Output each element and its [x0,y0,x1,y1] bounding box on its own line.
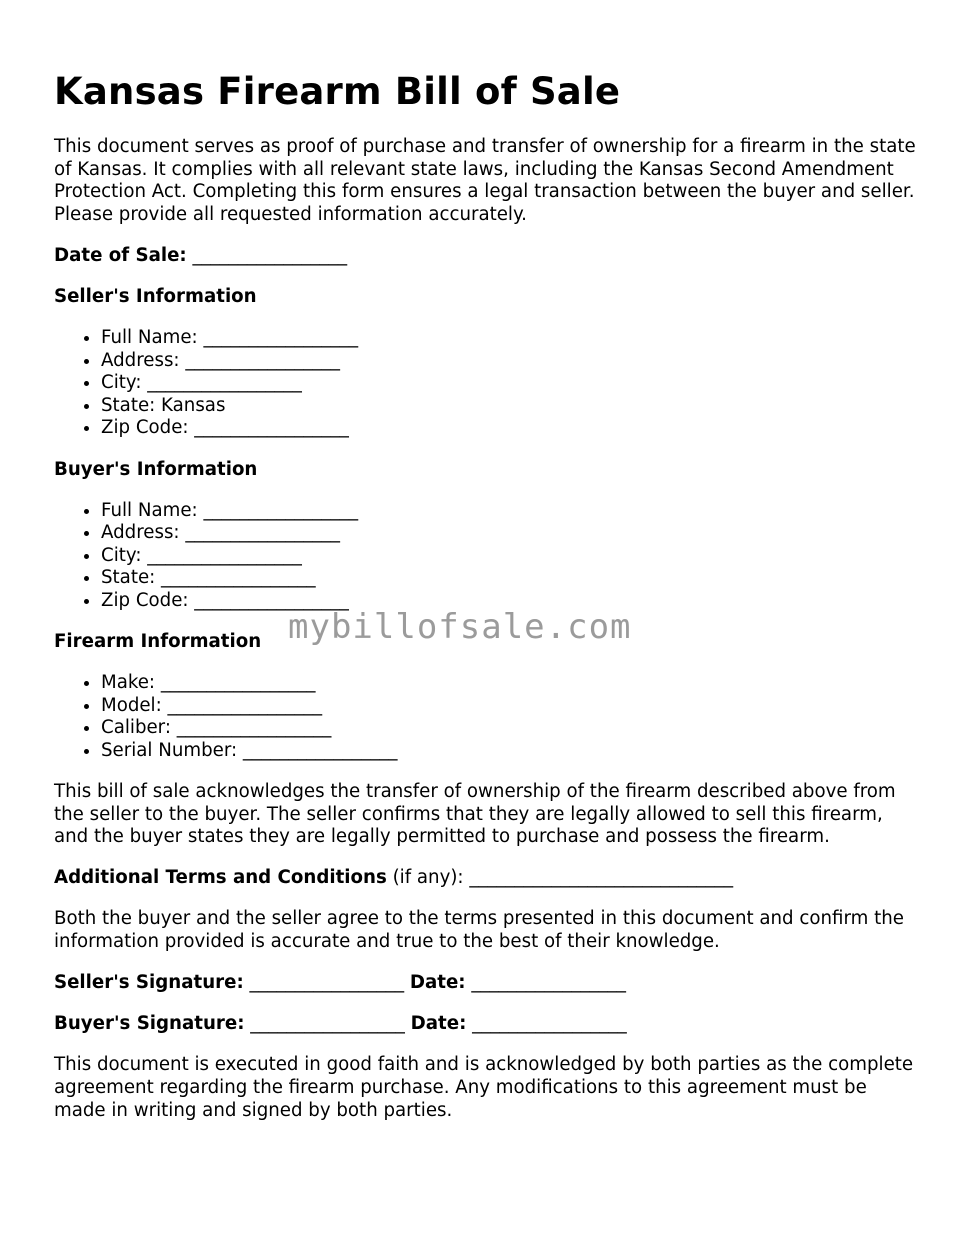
document-page [54,66,916,1141]
watermark: mybillofsale.com [288,607,632,647]
buyer-zip: • Zip Code: _________________ [101,590,916,613]
buyer-signature-line [54,1013,916,1036]
page-title: Kansas Firearm Bill of Sale [54,70,621,113]
closing-paragraph: This document is executed in good faith and is acknowledged by both parties as the complete agreement regarding the firearm purchase. Any modifications to this agreement must be made in writing and signed by both parties. [54,1054,914,1121]
seller-list [54,327,916,440]
buyer-signature-label: Buyer's Signature: [54,1013,245,1035]
firearm-heading: Firearm Information [54,631,262,653]
firearm-model: • Model: _________________ [101,695,916,718]
firearm-caliber: • Caliber: _________________ [101,717,916,740]
seller-state: • State: Kansas [101,395,916,418]
buyer-signature-blank: _________________ [244,1013,411,1035]
seller-address: • Address: _________________ [101,350,916,373]
buyer-state: • State: _________________ [101,567,916,590]
buyer-full-name: • Full Name: _________________ [101,500,916,523]
seller-zip: • Zip Code: _________________ [101,417,916,440]
firearm-list [54,672,916,762]
seller-signature-blank: _________________ [243,972,410,994]
intro-paragraph: This document serves as proof of purchase and transfer of ownership for a firearm in the state of Kansas. It complies with all relevant state laws, including the Kansas Second Amendment Protection Act. Completing this form ensures a legal transaction between the buyer and seller. Please provide all requested information accurately. [54,136,916,225]
acknowledgement-paragraph: This bill of sale acknowledges the transfer of ownership of the firearm described above from the seller to the buyer. The seller confirms that they are legally allowed to sell this firearm, and the buyer states they are legally permitted to purchase and possess the firearm. [54,781,896,848]
date-of-sale-blank: _________________ [192,244,348,266]
buyer-date-label: Date: [410,1013,467,1035]
buyer-date-blank: _________________ [466,1013,627,1035]
buyer-heading: Buyer's Information [54,458,258,480]
additional-terms-label: Additional Terms and Conditions [54,867,387,889]
buyer-list [54,500,916,613]
date-of-sale-line [54,245,916,268]
seller-heading: Seller's Information [54,285,257,307]
seller-city: • City: _________________ [101,372,916,395]
firearm-serial: • Serial Number: _________________ [101,740,916,763]
seller-date-label: Date: [409,972,466,994]
agreement-paragraph: Both the buyer and the seller agree to the terms presented in this document and confirm the information provided is accurate and true to the best of their knowledge. [54,908,904,953]
seller-full-name: • Full Name: _________________ [101,327,916,350]
buyer-city: • City: _________________ [101,545,916,568]
seller-signature-label: Seller's Signature: [54,972,244,994]
additional-terms-line [54,867,916,890]
firearm-make: • Make: _________________ [101,672,916,695]
seller-date-blank: _________________ [465,972,626,994]
additional-terms-blank: (if any): _____________________________ [386,867,734,889]
seller-signature-line [54,972,916,995]
date-of-sale-label: Date of Sale: [54,244,187,266]
buyer-address: • Address: _________________ [101,522,916,545]
